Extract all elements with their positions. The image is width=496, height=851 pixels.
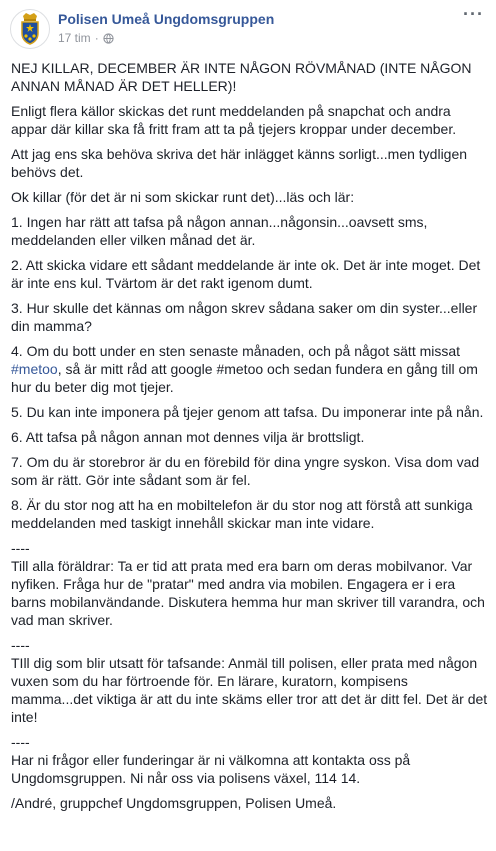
post-point-1: 1. Ingen har rätt att tafsa på någon annan...någonsin...oavsett sms, meddelanden eller vilken månad det är. bbox=[11, 214, 428, 248]
post-meta bbox=[58, 31, 114, 45]
timestamp-link[interactable]: 17 tim bbox=[58, 31, 91, 45]
separator-1: ---- bbox=[11, 540, 30, 556]
post-intro-2: Att jag ens ska behöva skriva det här inlägget känns sorligt...men tydligen behövs det. bbox=[11, 146, 468, 180]
post-signature: /André, gruppchef Ungdomsgruppen, Polisen Umeå. bbox=[11, 795, 337, 811]
post-intro-1: Enligt flera källor skickas det runt meddelanden på snapchat och andra appar där killar ska få fritt fram att ta på tjejers kroppar under december. bbox=[11, 103, 457, 137]
post-title: NEJ KILLAR, DECEMBER ÄR INTE NÅGON RÖVMÅNAD (INTE NÅGON ANNAN MÅNAD ÄR DET HELLER)! bbox=[11, 60, 472, 94]
separator-2: ---- bbox=[11, 637, 30, 653]
post-point-7: 7. Om du är storebror är du en förebild för dina yngre syskon. Visa dom vad som är rätt. Gör inte sådant som är fel. bbox=[11, 454, 480, 488]
post-contact: Har ni frågor eller funderingar är ni välkomna att kontakta oss på Ungdomsgruppen. Ni når oss via polisens växel, 114 14. bbox=[11, 752, 411, 786]
page-name-link[interactable]: Polisen Umeå Ungdomsgruppen bbox=[58, 11, 275, 27]
post-point-6: 6. Att tafsa på någon annan mot dennes vilja är brottsligt. bbox=[11, 429, 365, 445]
post-intro-3: Ok killar (för det är ni som skickar runt det)...läs och lär: bbox=[11, 189, 355, 205]
point-4-text-b: , så är mitt råd att google #metoo och sedan fundera en gång till om hur du beter dig mot tjejer. bbox=[11, 361, 478, 395]
post-header bbox=[0, 0, 496, 56]
post-point-3: 3. Hur skulle det kännas om någon skrev sådana saker om din syster...eller din mamma? bbox=[11, 300, 478, 334]
separator-3: ---- bbox=[11, 734, 30, 750]
post-body bbox=[11, 59, 489, 819]
post-parents: Till alla föräldrar: Ta er tid att prata med era barn om deras mobilvanor. Var nyfiken. Fråga hur de "pratar" med andra via mobilen. Engagera er i era barns mobilanvändande. Diskutera hemma hur man skriver till varandra, och vad man skriver. bbox=[11, 558, 485, 628]
meta-separator: · bbox=[94, 31, 99, 45]
post-victims: TIll dig som blir utsatt för tafsande: Anmäl till polisen, eller prata med någon vuxen som du har förtroende för. En lärare, kuratorn, kompisens mamma...det viktiga är att du inte skäms eller tror att det är ditt fel. Det är det inte! bbox=[11, 655, 488, 725]
police-emblem-avatar[interactable] bbox=[10, 9, 50, 49]
post-point-4 bbox=[11, 342, 489, 396]
post-point-8: 8. Är du stor nog att ha en mobiltelefon är du stor nog att förstå att sunkiga meddelanden med taskigt innehåll skickar man inte vidare. bbox=[11, 497, 473, 531]
metoo-hashtag-link[interactable]: #metoo bbox=[11, 361, 58, 377]
post-point-5: 5. Du kan inte imponera på tjejer genom att tafsa. Du imponerar inte på nån. bbox=[11, 404, 484, 420]
post-point-2: 2. Att skicka vidare ett sådant meddelande är inte ok. Det är inte moget. Det är inte ens kul. Tvärtom är det rakt igenom dumt. bbox=[11, 257, 481, 291]
globe-icon[interactable] bbox=[103, 33, 114, 44]
more-options-icon[interactable]: ··· bbox=[463, 4, 484, 24]
point-4-text-a: 4. Om du bott under en sten senaste månaden, och på något sätt missat bbox=[11, 343, 461, 359]
